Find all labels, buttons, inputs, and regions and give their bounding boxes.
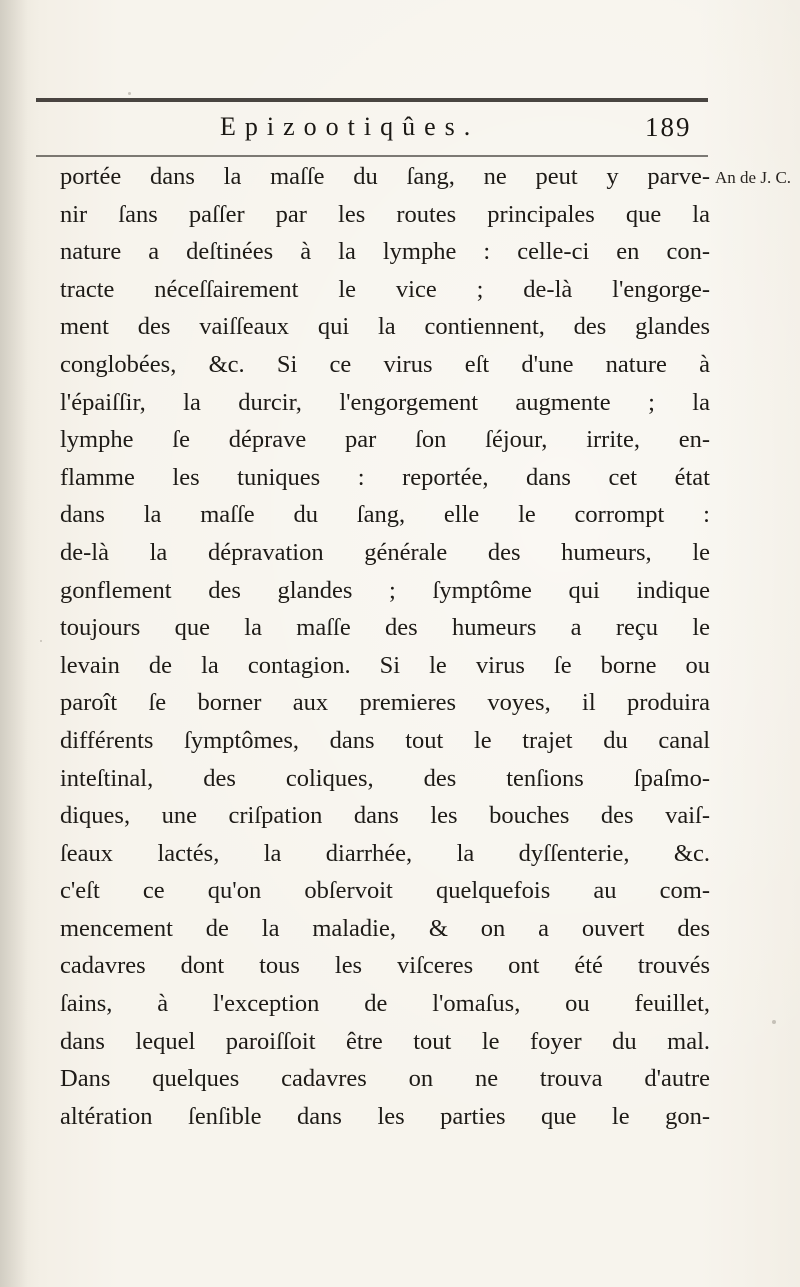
text-line: de-là la dépravation générale des humeurs, le bbox=[60, 538, 710, 566]
text-line: inteſtinal, des coliques, des tenſions ſpaſmo- bbox=[60, 764, 710, 792]
text-line: Dans quelques cadavres on ne trouva d'autre bbox=[60, 1065, 710, 1093]
text-line: mencement de la maladie, & on a ouvert des bbox=[60, 914, 710, 942]
text-line: flamme les tuniques : reportée, dans cet état bbox=[60, 463, 710, 491]
text-line: levain de la contagion. Si le virus ſe borne ou bbox=[60, 651, 710, 679]
text-line: gonflement des glandes ; ſymptôme qui indique bbox=[60, 576, 710, 604]
text-line: différents ſymptômes, dans tout le trajet du canal bbox=[60, 726, 710, 754]
page-number: 189 bbox=[645, 112, 692, 142]
text-line: nature a deſtinées à la lymphe : celle-ci en con- bbox=[60, 238, 710, 266]
text-line: paroît ſe borner aux premieres voyes, il produira bbox=[60, 689, 710, 717]
paper-speck bbox=[772, 1020, 776, 1024]
text-line: lymphe ſe déprave par ſon ſéjour, irrite, en- bbox=[60, 426, 710, 454]
text-line: nir ſans paſſer par les routes principales que la bbox=[60, 200, 710, 228]
paper-speck bbox=[128, 92, 131, 95]
margin-note: An de J. C. bbox=[715, 168, 792, 187]
text-line: portée dans la maſſe du ſang, ne peut y parve- bbox=[60, 163, 710, 190]
text-line: l'épaiſſir, la durcir, l'engorgement augmente ; la bbox=[60, 388, 710, 416]
text-line: diques, une criſpation dans les bouches des vaiſ- bbox=[60, 802, 710, 830]
text-line: ment des vaiſſeaux qui la contiennent, des glandes bbox=[60, 313, 710, 341]
running-head: Epizootiqûes. bbox=[220, 112, 480, 141]
binding-shadow bbox=[0, 0, 28, 1287]
text-line: tracte néceſſairement le vice ; de-là l'engorge- bbox=[60, 275, 710, 303]
text-line: cadavres dont tous les viſceres ont été trouvés bbox=[60, 952, 710, 980]
text-line: altération ſenſible dans les parties que le gon- bbox=[60, 1102, 710, 1130]
header-rule-thin bbox=[36, 155, 708, 157]
text-line: conglobées, &c. Si ce virus eſt d'une nature à bbox=[60, 350, 710, 378]
text-line: c'eſt ce qu'on obſervoit quelquefois au com- bbox=[60, 877, 710, 905]
text-line: toujours que la maſſe des humeurs a reçu le bbox=[60, 614, 710, 642]
text-line: dans la maſſe du ſang, elle le corrompt : bbox=[60, 501, 710, 529]
paper-speck bbox=[40, 640, 42, 642]
text-line: ſeaux lactés, la diarrhée, la dyſſenterie, &c. bbox=[60, 839, 710, 867]
text-line: ſains, à l'exception de l'omaſus, ou feuillet, bbox=[60, 990, 710, 1018]
header-rule bbox=[36, 98, 708, 102]
body-text bbox=[60, 158, 710, 1135]
text-line: dans lequel paroiſſoit être tout le foyer du mal. bbox=[60, 1027, 710, 1055]
